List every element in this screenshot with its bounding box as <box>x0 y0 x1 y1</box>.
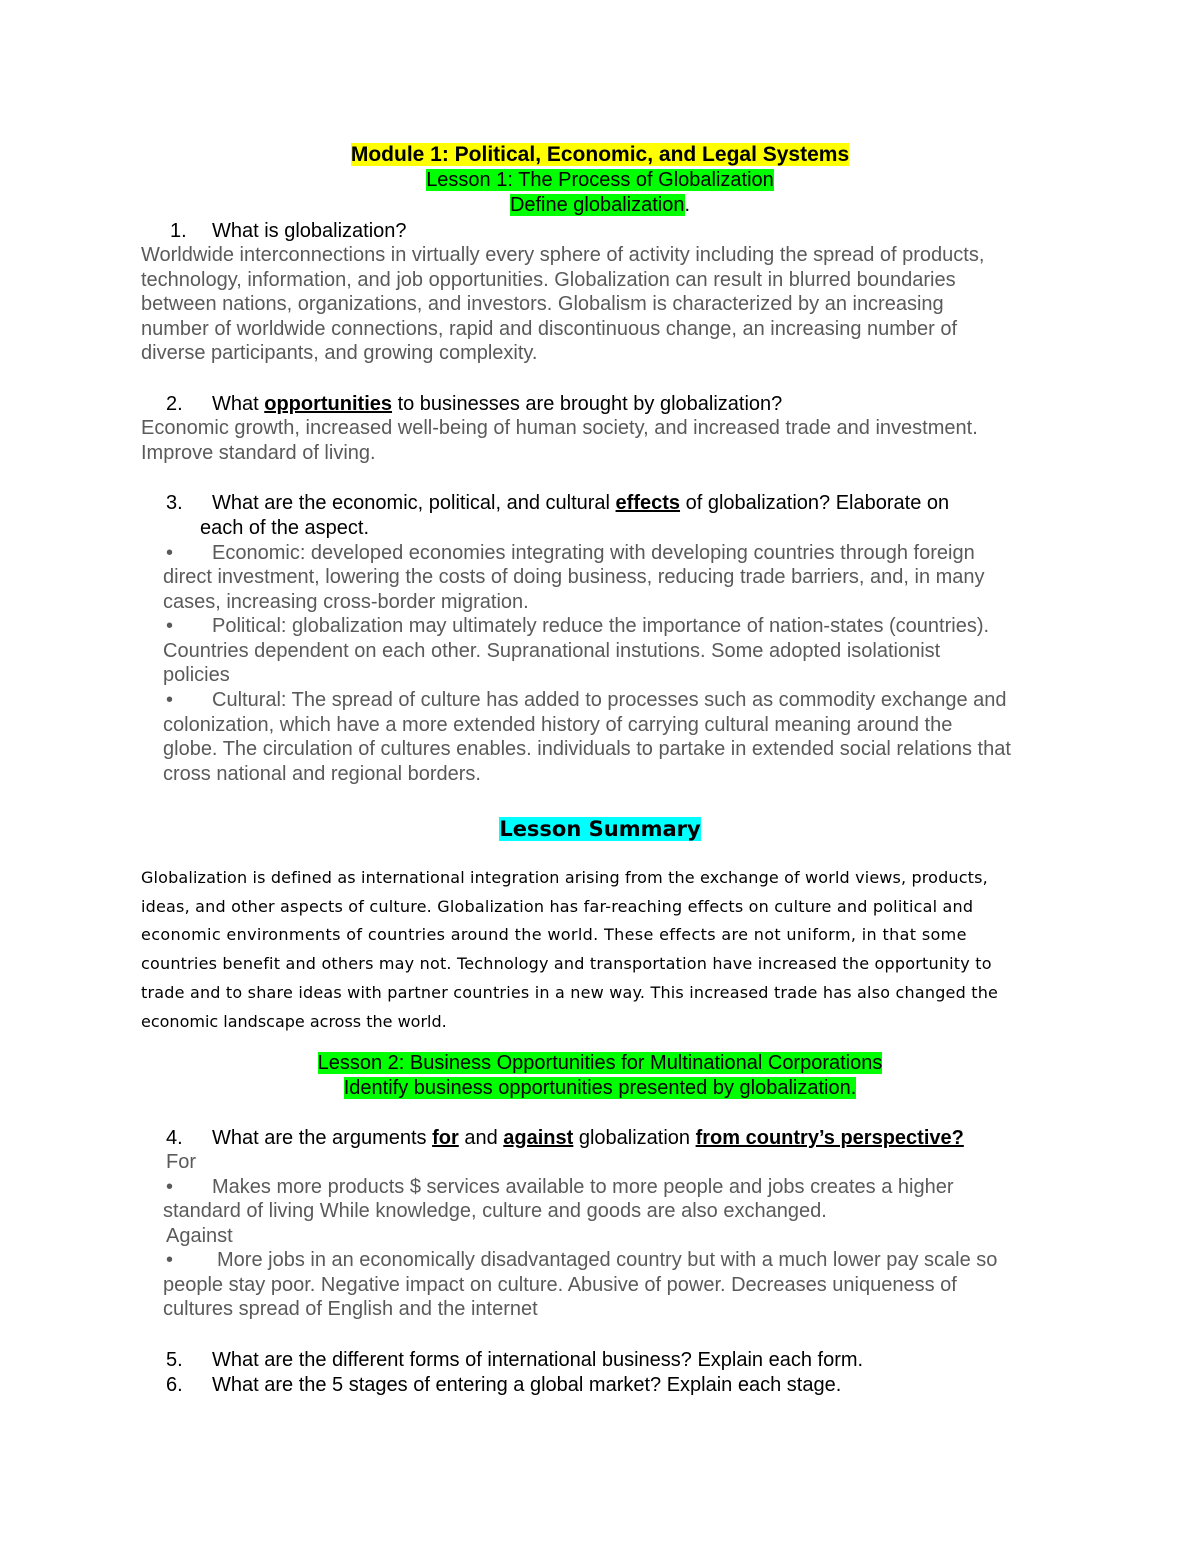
summary-line: trade and to share ideas with partner countries in a new way. This increased trade has also changed the <box>141 983 999 1002</box>
q4-for-answer-line: standard of living While knowledge, culture and goods are also exchanged. <box>163 1200 827 1222</box>
q2-emphasis: opportunities <box>264 393 393 415</box>
q6-question: What are the 5 stages of entering a global market? Explain each stage. <box>212 1374 842 1396</box>
q4-against-label: Against <box>166 1225 233 1247</box>
q2-number: 2. <box>166 393 183 415</box>
q3-economic-line: direct investment, lowering the costs of doing business, reducing trade barriers, and, in many <box>163 566 985 588</box>
summary-heading: Lesson Summary <box>499 817 701 841</box>
lesson2-title: Lesson 2: Business Opportunities for Multinational Corporations <box>317 1052 883 1074</box>
q4-number: 4. <box>166 1127 183 1149</box>
q1-answer-line: Worldwide interconnections in virtually every sphere of activity including the spread of products, <box>141 244 985 266</box>
q3-question: What are the economic, political, and cultural effects of globalization? Elaborate on <box>212 492 950 514</box>
q3-number: 3. <box>166 492 183 514</box>
q2-answer-line: Improve standard of living. <box>141 442 376 464</box>
q1-question: What is globalization? <box>212 220 407 242</box>
lesson1-title: Lesson 1: The Process of Globalization <box>426 169 774 191</box>
q4-question: What are the arguments for and against globalization from country’s perspective? <box>212 1127 964 1149</box>
bullet-icon: • <box>166 1176 174 1198</box>
q1-answer-line: between nations, organizations, and investors. Globalism is characterized by an increasing <box>141 293 944 315</box>
q3-cultural-line: colonization, which have a more extended history of carrying cultural meaning around the <box>163 714 953 736</box>
summary-line: Globalization is defined as international integration arising from the exchange of world views, products, <box>141 868 988 887</box>
lesson1-title-line <box>0 168 1200 193</box>
module-title: Module 1: Political, Economic, and Legal Systems <box>350 143 850 166</box>
bullet-icon: • <box>166 615 174 637</box>
summary-line: ideas, and other aspects of culture. Globalization has far-reaching effects on culture and political and <box>141 897 974 916</box>
lesson1-objective-line: Define globalization. <box>509 194 691 216</box>
q3-political-line: policies <box>163 664 230 686</box>
q2-answer-line: Economic growth, increased well-being of human society, and increased trade and investment. <box>141 417 978 439</box>
q4-perspective-emphasis: from country’s perspective? <box>695 1127 964 1149</box>
q3-economic-line: cases, increasing cross-border migration. <box>163 591 529 613</box>
q4-for-emphasis: for <box>432 1127 459 1149</box>
bullet-icon: • <box>166 1249 174 1271</box>
bullet-icon: • <box>166 689 174 711</box>
q4-against-emphasis: against <box>503 1127 574 1149</box>
q3-political-line: Political: globalization may ultimately reduce the importance of nation-states (countries). <box>212 615 990 637</box>
lesson2-objective-line <box>0 1076 1200 1101</box>
summary-heading-line <box>0 814 1200 844</box>
q3-emphasis: effects <box>615 492 681 514</box>
summary-line: countries benefit and others may not. Technology and transportation have increased the opportunity to <box>141 954 992 973</box>
q3-economic-line: Economic: developed economies integrating with developing countries through foreign <box>212 542 975 564</box>
q4-for-label: For <box>166 1151 196 1173</box>
q4-against-answer-line: cultures spread of English and the internet <box>163 1298 538 1320</box>
bullet-icon: • <box>166 542 174 564</box>
lesson2-objective: Identify business opportunities presented by globalization. <box>343 1077 857 1099</box>
q6-number: 6. <box>166 1374 183 1396</box>
q1-answer-line: technology, information, and job opportunities. Globalization can result in blurred boundaries <box>141 269 956 291</box>
q2-question: What opportunities to businesses are brought by globalization? <box>212 393 783 415</box>
q1-answer-line: number of worldwide connections, rapid and discontinuous change, an increasing number of <box>141 318 958 340</box>
q5-question: What are the different forms of international business? Explain each form. <box>212 1349 864 1371</box>
q3-cultural-line: Cultural: The spread of culture has added to processes such as commodity exchange and <box>212 689 1007 711</box>
q4-against-answer-line: people stay poor. Negative impact on culture. Abusive of power. Decreases uniqueness of <box>163 1274 957 1296</box>
q4-for-answer-line: Makes more products $ services available to more people and jobs creates a higher <box>212 1176 954 1198</box>
q3-political-line: Countries dependent on each other. Supranational instutions. Some adopted isolationist <box>163 640 941 662</box>
summary-line: economic environments of countries around the world. These effects are not uniform, in that some <box>141 925 967 944</box>
summary-line: economic landscape across the world. <box>141 1012 447 1031</box>
q3-cultural-line: globe. The circulation of cultures enables. individuals to partake in extended social relations that <box>163 738 1011 760</box>
q4-against-answer-line: More jobs in an economically disadvantaged country but with a much lower pay scale so <box>217 1249 998 1271</box>
lesson1-objective: Define globalization <box>509 194 685 216</box>
q1-answer-line: diverse participants, and growing complexity. <box>141 342 538 364</box>
module-title-line <box>0 143 1200 168</box>
q3-cultural-line: cross national and regional borders. <box>163 763 481 785</box>
q1-number: 1. <box>170 220 187 242</box>
q3-question-cont: each of the aspect. <box>200 517 370 539</box>
q5-number: 5. <box>166 1349 183 1371</box>
lesson2-title-line <box>0 1051 1200 1076</box>
